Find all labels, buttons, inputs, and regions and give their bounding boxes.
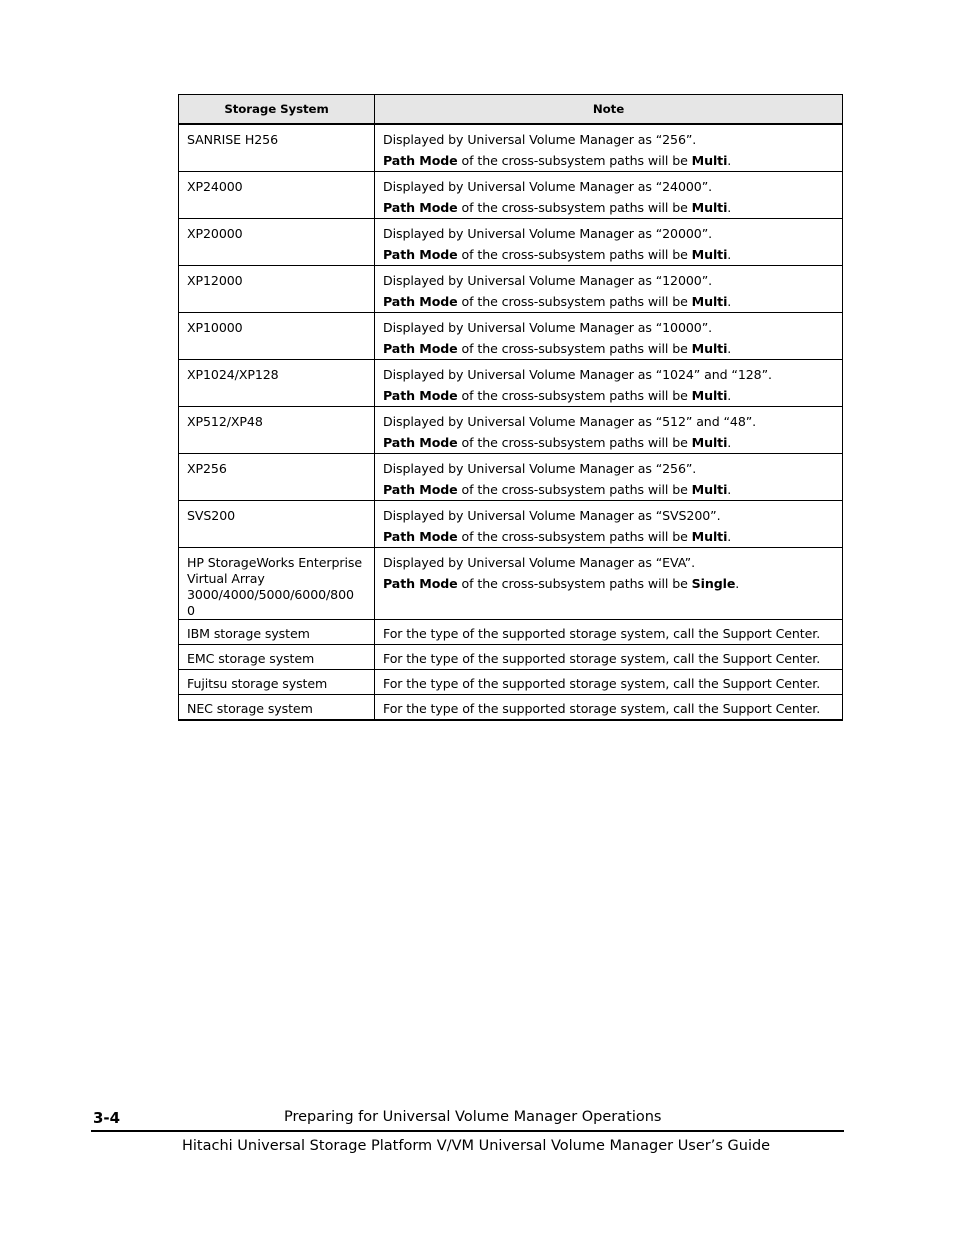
path-mode-line <box>383 200 836 216</box>
path-mode-text: of the cross-subsystem paths will be <box>457 435 692 450</box>
path-mode-end: . <box>727 482 732 497</box>
path-mode-line <box>383 294 836 310</box>
table-row <box>179 407 843 454</box>
path-mode-value: Multi <box>691 482 728 497</box>
note-cell <box>375 548 843 620</box>
note-cell <box>375 124 843 172</box>
storage-system-cell: Fujitsu storage system <box>179 670 375 695</box>
storage-system-line: 0 <box>187 603 195 618</box>
storage-system-line: Virtual Array <box>187 571 265 586</box>
path-mode-end: . <box>727 388 732 403</box>
path-mode-line <box>383 247 836 263</box>
table-row <box>179 670 843 695</box>
path-mode-value: Multi <box>691 200 728 215</box>
path-mode-line <box>383 153 836 169</box>
table-row <box>179 695 843 721</box>
path-mode-label: Path Mode <box>383 153 458 168</box>
note-line: Displayed by Universal Volume Manager as “20000”. <box>383 226 713 241</box>
storage-system-line: HP StorageWorks Enterprise <box>187 555 362 570</box>
table-row <box>179 124 843 172</box>
path-mode-label: Path Mode <box>383 294 458 309</box>
storage-system-cell: SVS200 <box>179 501 375 548</box>
path-mode-end: . <box>727 341 732 356</box>
path-mode-label: Path Mode <box>383 576 458 591</box>
note-line: Displayed by Universal Volume Manager as “12000”. <box>383 273 713 288</box>
path-mode-value: Multi <box>691 153 728 168</box>
note-line: Displayed by Universal Volume Manager as “512” and “48”. <box>383 414 757 429</box>
path-mode-value: Multi <box>691 341 728 356</box>
path-mode-value: Multi <box>691 529 728 544</box>
path-mode-label: Path Mode <box>383 482 458 497</box>
table-row <box>179 219 843 266</box>
path-mode-end: . <box>727 294 732 309</box>
note-line: Displayed by Universal Volume Manager as “SVS200”. <box>383 508 721 523</box>
footer-divider <box>91 1130 844 1132</box>
header-storage-system: Storage System <box>179 95 375 125</box>
table-row <box>179 266 843 313</box>
storage-system-line: 3000/4000/5000/6000/800 <box>187 587 354 602</box>
path-mode-end: . <box>727 200 732 215</box>
path-mode-value: Multi <box>691 294 728 309</box>
path-mode-value: Single <box>691 576 736 591</box>
note-cell <box>375 266 843 313</box>
path-mode-label: Path Mode <box>383 388 458 403</box>
note-line: Displayed by Universal Volume Manager as “24000”. <box>383 179 713 194</box>
storage-system-cell: IBM storage system <box>179 620 375 645</box>
storage-system-cell <box>179 548 375 620</box>
path-mode-line <box>383 529 836 545</box>
storage-system-cell: XP1024/XP128 <box>179 360 375 407</box>
path-mode-end: . <box>727 529 732 544</box>
path-mode-label: Path Mode <box>383 341 458 356</box>
path-mode-line <box>383 341 836 357</box>
path-mode-label: Path Mode <box>383 200 458 215</box>
path-mode-text: of the cross-subsystem paths will be <box>457 200 692 215</box>
path-mode-label: Path Mode <box>383 435 458 450</box>
path-mode-text: of the cross-subsystem paths will be <box>457 388 692 403</box>
note-cell <box>375 501 843 548</box>
note-line: Displayed by Universal Volume Manager as “256”. <box>383 461 697 476</box>
table-row <box>179 620 843 645</box>
path-mode-end: . <box>727 247 732 262</box>
note-line: Displayed by Universal Volume Manager as “256”. <box>383 132 697 147</box>
path-mode-text: of the cross-subsystem paths will be <box>457 529 692 544</box>
table-row <box>179 172 843 219</box>
path-mode-label: Path Mode <box>383 529 458 544</box>
storage-system-cell: XP512/XP48 <box>179 407 375 454</box>
path-mode-line <box>383 482 836 498</box>
header-note: Note <box>375 95 843 125</box>
note-cell <box>375 407 843 454</box>
table-row <box>179 645 843 670</box>
storage-system-cell: SANRISE H256 <box>179 124 375 172</box>
note-line: Displayed by Universal Volume Manager as “EVA”. <box>383 555 695 570</box>
path-mode-text: of the cross-subsystem paths will be <box>457 341 692 356</box>
path-mode-label: Path Mode <box>383 247 458 262</box>
table-row <box>179 360 843 407</box>
chapter-title: Preparing for Universal Volume Manager Operations <box>284 1109 662 1125</box>
note-cell: For the type of the supported storage system, call the Support Center. <box>375 670 843 695</box>
note-cell <box>375 360 843 407</box>
path-mode-line <box>383 576 836 592</box>
path-mode-line <box>383 388 836 404</box>
note-cell: For the type of the supported storage system, call the Support Center. <box>375 695 843 721</box>
path-mode-line <box>383 435 836 451</box>
note-line: Displayed by Universal Volume Manager as “10000”. <box>383 320 713 335</box>
table-row <box>179 501 843 548</box>
path-mode-text: of the cross-subsystem paths will be <box>457 247 692 262</box>
storage-system-cell: XP10000 <box>179 313 375 360</box>
note-cell: For the type of the supported storage system, call the Support Center. <box>375 645 843 670</box>
storage-system-cell: XP12000 <box>179 266 375 313</box>
storage-system-cell: EMC storage system <box>179 645 375 670</box>
path-mode-end: . <box>735 576 740 591</box>
path-mode-text: of the cross-subsystem paths will be <box>457 294 692 309</box>
guide-title: Hitachi Universal Storage Platform V/VM Universal Volume Manager User’s Guide <box>182 1138 771 1154</box>
note-cell: For the type of the supported storage system, call the Support Center. <box>375 620 843 645</box>
path-mode-end: . <box>727 153 732 168</box>
note-cell <box>375 172 843 219</box>
storage-system-cell: NEC storage system <box>179 695 375 721</box>
table-header-row <box>179 95 843 125</box>
storage-system-cell: XP256 <box>179 454 375 501</box>
path-mode-text: of the cross-subsystem paths will be <box>457 153 692 168</box>
table-row <box>179 313 843 360</box>
path-mode-value: Multi <box>691 435 728 450</box>
path-mode-end: . <box>727 435 732 450</box>
page-number: 3-4 <box>93 1109 121 1127</box>
note-cell <box>375 313 843 360</box>
table-row <box>179 454 843 501</box>
note-line: Displayed by Universal Volume Manager as “1024” and “128”. <box>383 367 772 382</box>
table-row <box>179 548 843 620</box>
note-cell <box>375 454 843 501</box>
storage-system-table <box>178 94 843 721</box>
storage-system-cell: XP24000 <box>179 172 375 219</box>
path-mode-value: Multi <box>691 388 728 403</box>
note-cell <box>375 219 843 266</box>
storage-system-cell: XP20000 <box>179 219 375 266</box>
path-mode-text: of the cross-subsystem paths will be <box>457 576 692 591</box>
path-mode-value: Multi <box>691 247 728 262</box>
path-mode-text: of the cross-subsystem paths will be <box>457 482 692 497</box>
